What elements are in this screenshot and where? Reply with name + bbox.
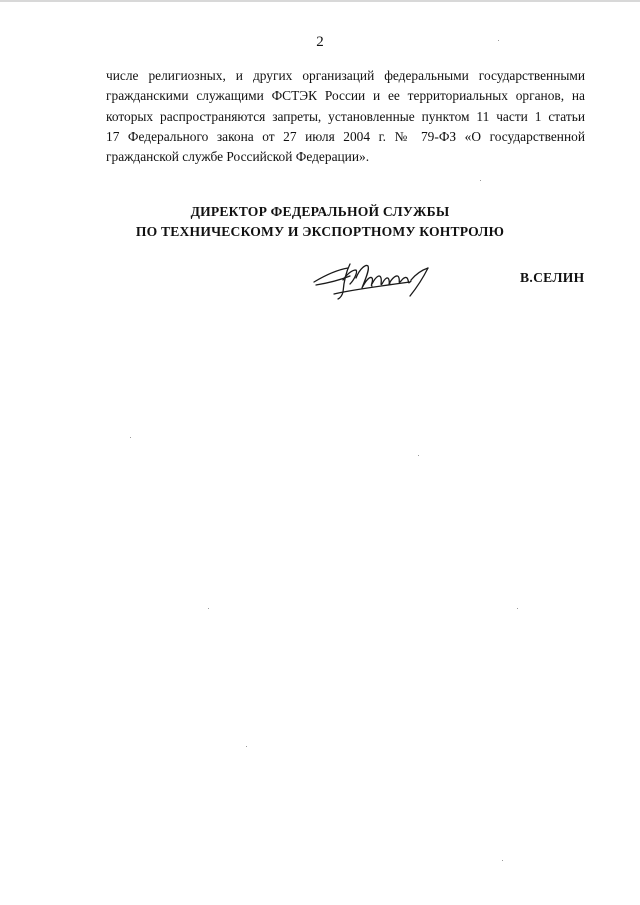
signer-name: В.СЕЛИН xyxy=(520,270,585,285)
body-line: которых распространяются запреты, установленные пунктом 11 части 1 статьи xyxy=(106,108,585,124)
scan-speck xyxy=(480,180,481,181)
body-paragraph xyxy=(106,66,585,167)
scan-speck xyxy=(517,608,518,609)
handwritten-signature xyxy=(310,258,432,300)
scan-speck xyxy=(502,860,503,861)
body-line: числе религиозных, и других организаций федеральными государственными xyxy=(106,68,585,83)
page-number: 2 xyxy=(316,34,324,50)
body-line: гражданской службе Российской Федерации». xyxy=(106,149,370,165)
signatory-title xyxy=(0,202,640,242)
scan-speck xyxy=(246,746,247,747)
scan-speck xyxy=(130,437,131,438)
scan-speck xyxy=(418,455,419,456)
page-top-edge xyxy=(0,0,640,2)
scan-speck xyxy=(498,40,499,41)
body-line: гражданскими служащими ФСТЭК России и ее территориальных органов, на xyxy=(106,88,585,104)
signatory-title-line-2: ПО ТЕХНИЧЕСКОМУ И ЭКСПОРТНОМУ КОНТРОЛЮ xyxy=(135,224,505,239)
signatory-title-line-1: ДИРЕКТОР ФЕДЕРАЛЬНОЙ СЛУЖБЫ xyxy=(190,204,450,219)
scan-speck xyxy=(208,608,209,609)
body-line: 17 Федерального закона от 27 июля 2004 г. № 79-ФЗ «О государственной xyxy=(106,128,585,144)
